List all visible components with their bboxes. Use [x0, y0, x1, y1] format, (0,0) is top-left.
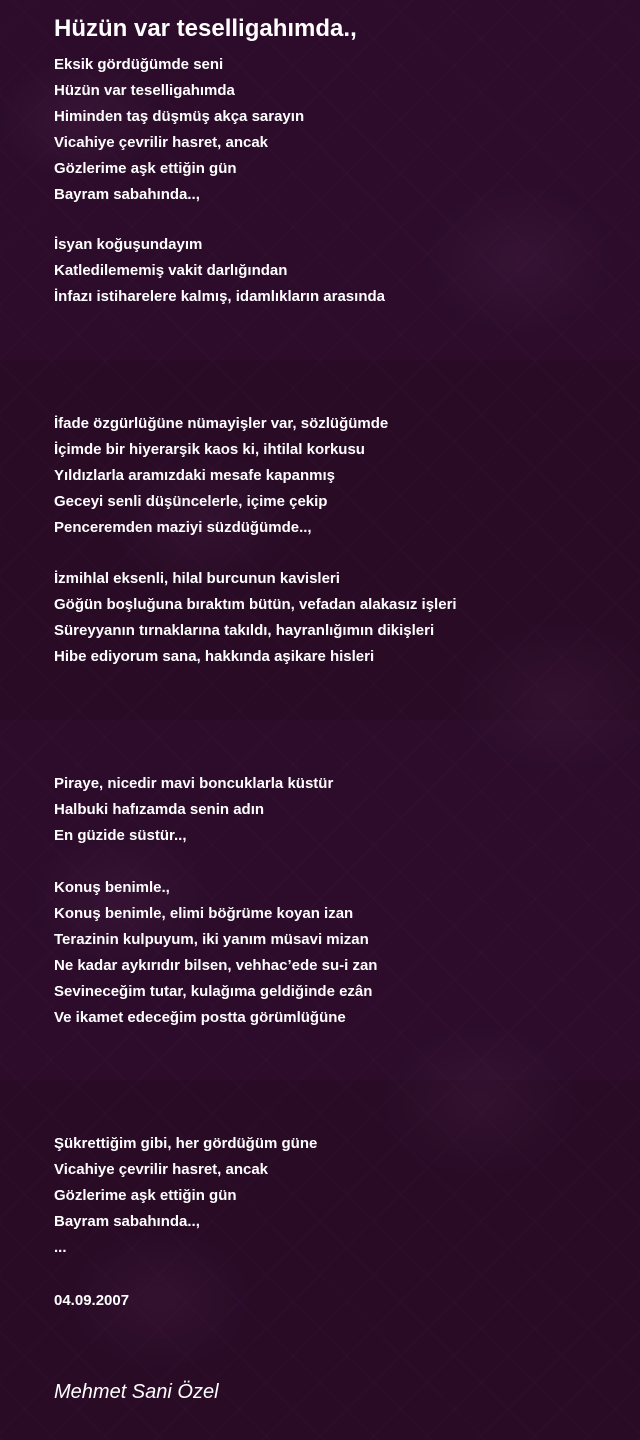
poem-line: Geceyi senli düşüncelerle, içime çekip: [54, 493, 328, 510]
poem-line: Eksik gördüğümde seni: [54, 56, 224, 73]
poem-line: İnfazı istiharelere kalmış, idamlıkların arasında: [54, 288, 385, 305]
stanza-1: [54, 52, 304, 208]
poem-line: İçimde bir hiyerarşik kaos ki, ihtilal korkusu: [54, 441, 365, 458]
poem-line: İzmihlal eksenli, hilal burcunun kavisleri: [54, 570, 340, 587]
stanza-6: [54, 875, 377, 1031]
poem-line: Vicahiye çevrilir hasret, ancak: [54, 1161, 269, 1178]
poem-line: İsyan koğuşundayım: [54, 236, 203, 253]
stanza-2: [54, 232, 385, 310]
poem-line: Himinden taş düşmüş akça sarayın: [54, 108, 305, 125]
poem-line: Ve ikamet edeceğim postta görümlüğüne: [54, 1009, 346, 1026]
poem-line: Sevineceğim tutar, kulağıma geldiğinde ezân: [54, 983, 373, 1000]
poem-line: Göğün boşluğuna bıraktım bütün, vefadan alakasız işleri: [54, 596, 457, 613]
stanza-3: [54, 411, 388, 541]
poem-line: Hüzün var teselligahımda: [54, 82, 235, 99]
poem-line: Yıldızlarla aramızdaki mesafe kapanmış: [54, 467, 335, 484]
poem-line: Gözlerime aşk ettiğin gün: [54, 160, 237, 177]
poem-line: Süreyyanın tırnaklarına takıldı, hayranlığımın dikişleri: [54, 622, 435, 639]
stanza-5: [54, 771, 333, 849]
poem-line: Konuş benimle, elimi böğrüme koyan izan: [54, 905, 354, 922]
poem-line: Vicahiye çevrilir hasret, ancak: [54, 134, 269, 151]
poem-line: Penceremden maziyi süzdüğümde..,: [54, 519, 312, 536]
poem-line: Katledilememiş vakit darlığından: [54, 262, 288, 279]
poem-line: Hibe ediyorum sana, hakkında aşikare hisleri: [54, 648, 375, 665]
poem-date: 04.09.2007: [54, 1292, 130, 1309]
poem-line: Terazinin kulpuyum, iki yanım müsavi mizan: [54, 931, 369, 948]
poem-title: Hüzün var teselligahımda.,: [54, 15, 357, 42]
poem-line: Bayram sabahında..,: [54, 186, 200, 203]
poem-line: ...: [54, 1239, 67, 1256]
poem-line: En güzide süstür..,: [54, 827, 187, 844]
poem-line: Piraye, nicedir mavi boncuklarla küstür: [54, 775, 334, 792]
poem-line: Bayram sabahında..,: [54, 1213, 200, 1230]
poem-line: Halbuki hafızamda senin adın: [54, 801, 265, 818]
stanza-4: [54, 566, 457, 670]
poem-line: Şükrettiğim gibi, her gördüğüm güne: [54, 1135, 318, 1152]
poem-line: Gözlerime aşk ettiğin gün: [54, 1187, 237, 1204]
poem-line: Ne kadar aykırıdır bilsen, vehhac’ede su-i zan: [54, 957, 378, 974]
poem-line: Konuş benimle.,: [54, 879, 170, 896]
stanza-7: [54, 1131, 317, 1261]
poem-line: İfade özgürlüğüne nümayişler var, sözlüğümde: [54, 415, 389, 432]
poem-author: Mehmet Sani Özel: [54, 1381, 219, 1403]
